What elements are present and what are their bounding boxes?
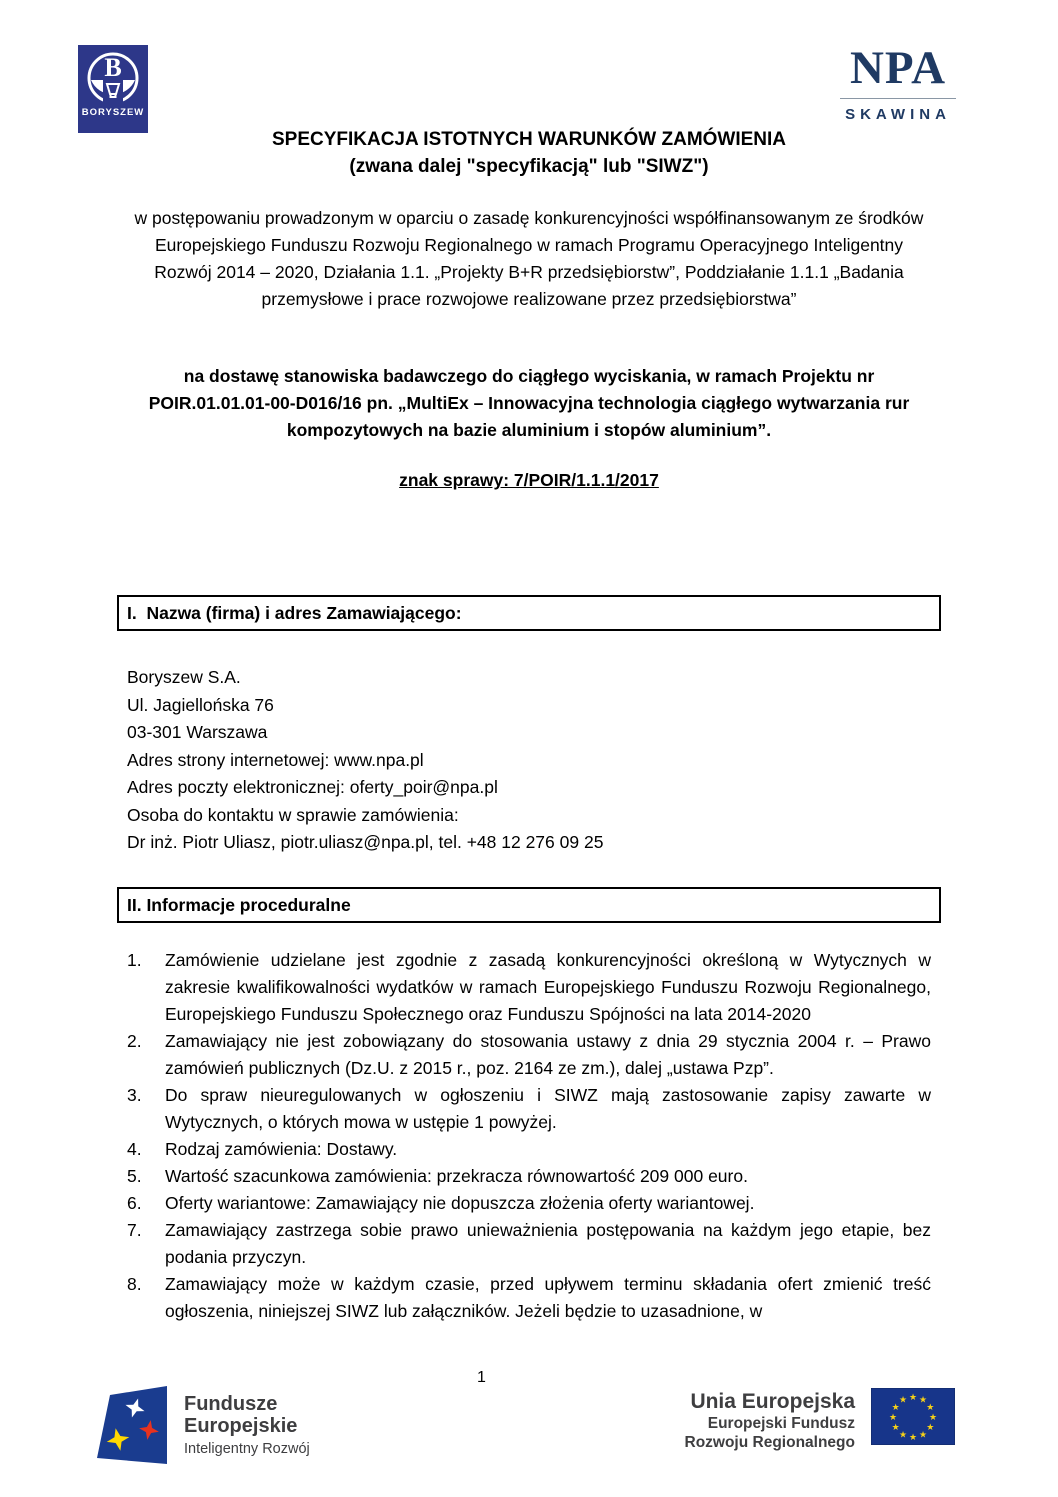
ue-line1: Unia Europejska	[690, 1390, 855, 1413]
svg-text:★: ★	[898, 1430, 908, 1441]
list-item-number: 5.	[127, 1165, 142, 1186]
list-item-number: 6.	[127, 1192, 142, 1213]
buyer-street: Ul. Jagiellońska 76	[127, 694, 274, 715]
case-reference: znak sprawy: 7/POIR/1.1.1/2017	[399, 470, 659, 490]
list-item-text: Wartość szacunkowa zamówienia: przekracza równowartość 209 000 euro.	[165, 1165, 748, 1186]
document-title-line1: SPECYFIKACJA ISTOTNYCH WARUNKÓW ZAMÓWIENIA	[271, 129, 787, 150]
eu-flag-icon	[871, 1388, 955, 1445]
list-item-text: Rodzaj zamówienia: Dostawy.	[165, 1138, 398, 1159]
svg-text:★: ★	[888, 1413, 898, 1423]
buyer-address-block	[127, 664, 931, 857]
procedural-info-list	[127, 947, 931, 1325]
list-item	[127, 1163, 931, 1190]
svg-text:★: ★	[918, 1430, 928, 1441]
list-item-number: 7.	[127, 1219, 142, 1240]
list-item-text: Zamówienie udzielane jest zgodnie z zasadą konkurencyjności określoną w Wytycznych w zakresie kwalifikowalności wydatków w ramach Europejskiego Funduszu Rozwoju Regionalnego, Europejskiego Funduszu Społecznego oraz Funduszu Spójności na lata 2014-2020	[165, 949, 931, 1024]
list-item-text: Zamawiający zastrzega sobie prawo unieważnienia postępowania na każdym jego etapie, bez podania przyczyn.	[165, 1219, 931, 1267]
buyer-name: Boryszew S.A.	[127, 667, 241, 687]
ue-line3: Rozwoju Regionalnego	[684, 1434, 855, 1451]
list-item	[127, 1271, 931, 1325]
svg-text:★: ★	[928, 1413, 938, 1423]
list-item-text: Zamawiający może w każdym czasie, przed upływem terminu składania ofert zmienić treść ogłoszenia, niniejszej SIWZ lub załączników. Jeżeli będzie to uzasadnione, w	[165, 1273, 931, 1321]
svg-text:★: ★	[918, 1395, 928, 1406]
list-item-text: Do spraw nieuregulowanych w ogłoszeniu i SIWZ mają zastosowanie zapisy zawarte w Wytycznych, o których mowa w ustępie 1 powyżej.	[165, 1084, 931, 1132]
list-item	[127, 1190, 931, 1217]
fe-line1: Fundusze	[184, 1393, 278, 1415]
fundusze-europejskie-logo	[97, 1386, 310, 1466]
list-item	[127, 1028, 931, 1082]
subject-paragraph: na dostawę stanowiska badawczego do ciągłego wyciskania, w ramach Projektu nr POIR.01.01.01-00-D016/16 pn. „MultiEx – Innowacyjna technologia ciągłego wytwarzania rur kompozytowych na bazie aluminium i stopów aluminium”.	[148, 366, 915, 440]
list-item	[127, 1082, 931, 1136]
section2-heading: II. Informacje proceduralne	[117, 887, 941, 923]
svg-text:★: ★	[926, 1403, 935, 1413]
buyer-email: Adres poczty elektronicznej: oferty_poir@npa.pl	[127, 777, 498, 797]
list-item-number: 4.	[127, 1138, 142, 1159]
document-content	[117, 0, 941, 1325]
list-item-number: 3.	[127, 1084, 142, 1105]
page-number: 1	[477, 1369, 486, 1386]
buyer-city: 03-301 Warszawa	[127, 722, 268, 742]
list-item	[127, 1136, 931, 1163]
svg-text:★: ★	[908, 1433, 918, 1443]
buyer-website: Adres strony internetowej: www.npa.pl	[127, 749, 424, 770]
svg-text:★: ★	[898, 1395, 908, 1406]
svg-text:★: ★	[891, 1423, 900, 1433]
document-title-line2: (zwana dalej "specyfikacją" lub "SIWZ")	[349, 156, 709, 177]
svg-text:★: ★	[926, 1423, 935, 1433]
npa-logo-subtitle: SKAWINA	[845, 106, 951, 123]
list-item-number: 1.	[127, 949, 142, 970]
list-item-number: 8.	[127, 1273, 142, 1294]
fundusze-europejskie-flag-icon	[97, 1386, 167, 1466]
procedure-intro-paragraph: w postępowaniu prowadzonym w oparciu o zasadę konkurencyjności współfinansowanym ze środków Europejskiego Funduszu Rozwoju Regionalnego w ramach Programu Operacyjnego Inteligentny Rozwój 2014 – 2020, Działania 1.1. „Projekty B+R przedsiębiorstw”, Poddziałanie 1.1.1 „Badania przemysłowe i prace rozwojowe realizowane przez przedsiębiorstwa”	[134, 208, 924, 309]
unia-europejska-logo	[685, 1388, 956, 1452]
fe-line3: Inteligentny Rozwój	[184, 1441, 310, 1457]
section1-heading: I. Nazwa (firma) i adres Zamawiającego:	[117, 595, 941, 631]
svg-text:★: ★	[908, 1393, 918, 1403]
list-item	[127, 1217, 931, 1271]
list-item-number: 2.	[127, 1030, 142, 1051]
buyer-contact-label: Osoba do kontaktu w sprawie zamówienia:	[127, 804, 459, 825]
list-item	[127, 947, 931, 1028]
ue-line2: Europejski Fundusz	[707, 1415, 855, 1432]
list-item-text: Oferty wariantowe: Zamawiający nie dopuszcza złożenia oferty wariantowej.	[165, 1192, 755, 1213]
fe-line2: Europejskie	[184, 1415, 298, 1437]
npa-logo-title: NPA	[849, 42, 947, 94]
svg-text:B: B	[104, 53, 122, 82]
fundusze-europejskie-text	[184, 1393, 310, 1459]
unia-europejska-text	[685, 1390, 856, 1452]
boryszew-logo-label: BORYSZEW	[81, 107, 145, 118]
svg-text:★: ★	[891, 1403, 900, 1413]
list-item-text: Zamawiający nie jest zobowiązany do stosowania ustawy z dnia 29 stycznia 2004 r. – Prawo zamówień publicznych (Dz.U. z 2015 r., poz. 2164 ze zm.), dalej „ustawa Pzp”.	[165, 1030, 931, 1078]
buyer-contact-person: Dr inż. Piotr Uliasz, piotr.uliasz@npa.pl, tel. +48 12 276 09 25	[127, 832, 604, 852]
